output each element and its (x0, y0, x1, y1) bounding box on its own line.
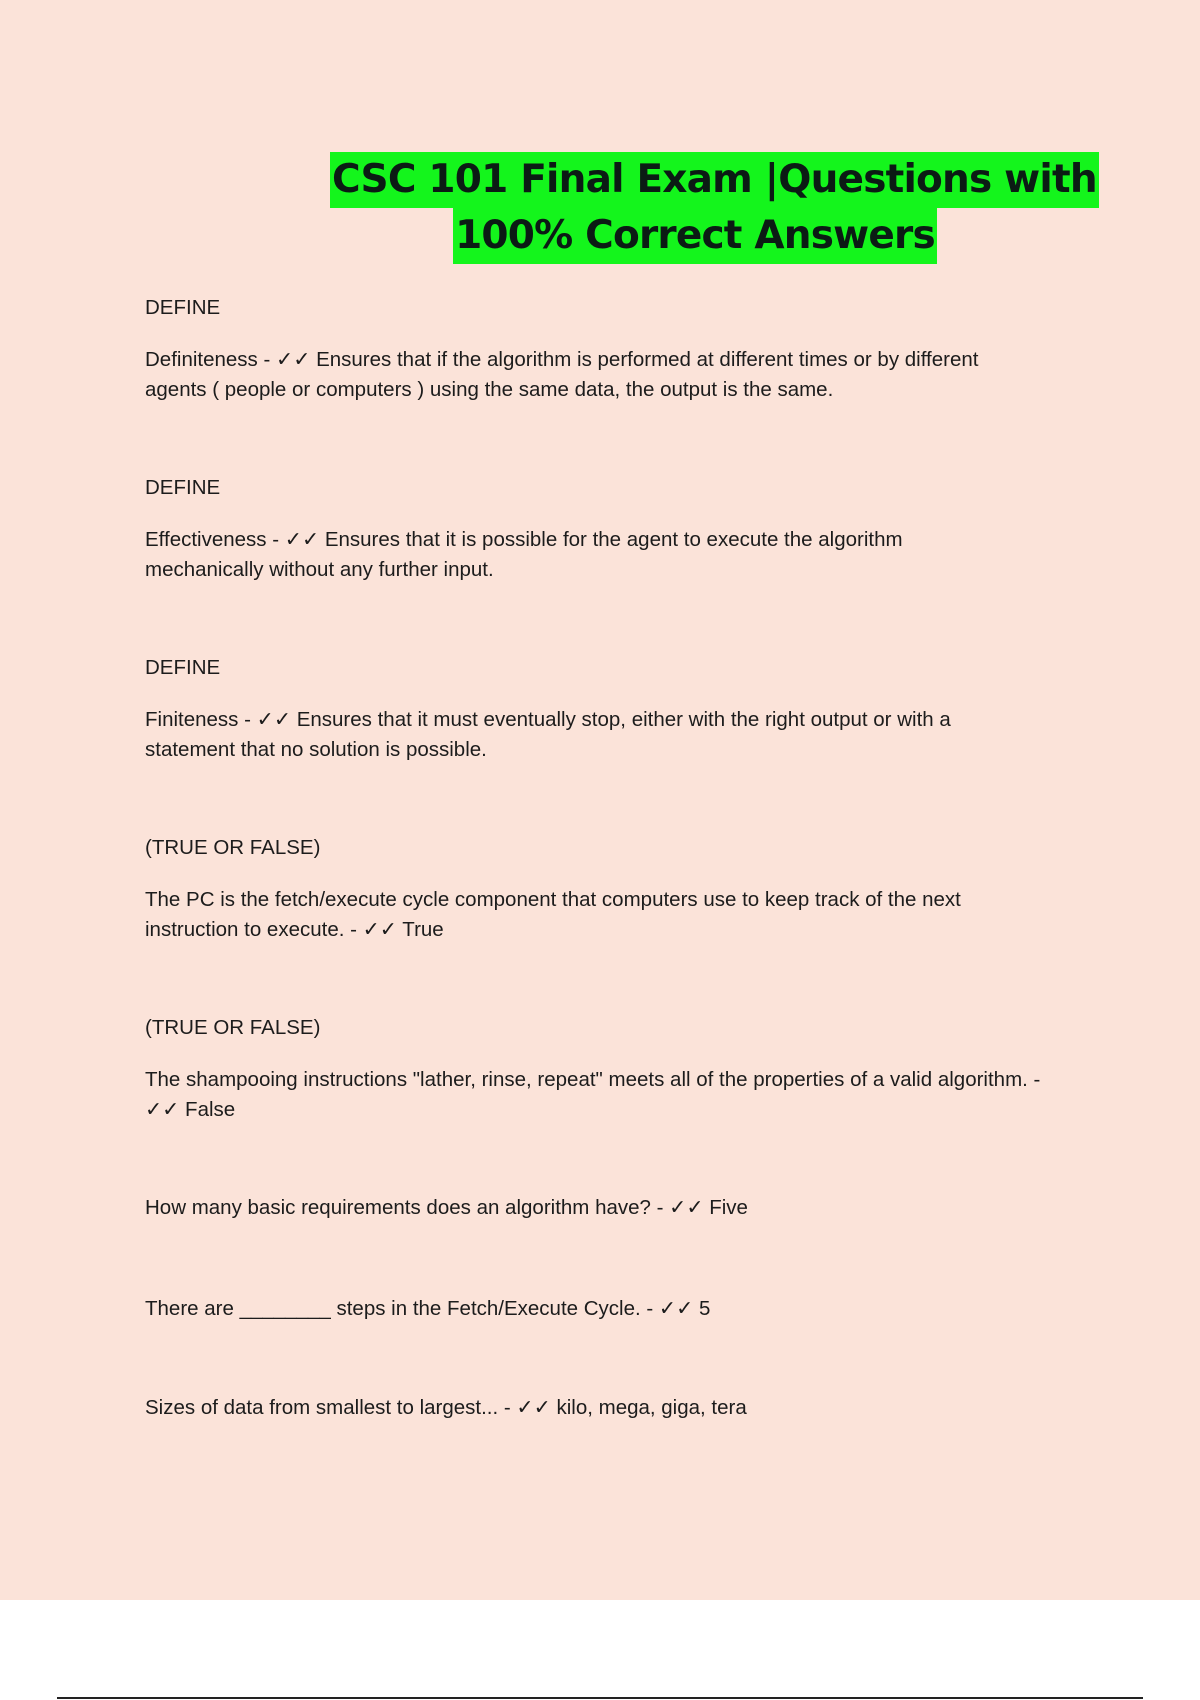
title-line-2: 100% Correct Answers (453, 208, 937, 264)
document-title (330, 152, 1097, 264)
item-text-requirements: How many basic requirements does an algorithm have? - ✓✓ Five (145, 1196, 748, 1219)
item-label-definiteness: DEFINE (145, 296, 221, 319)
item-text-data-sizes: Sizes of data from smallest to largest... - ✓✓ kilo, mega, giga, tera (145, 1396, 747, 1419)
item-text-pc: The PC is the fetch/execute cycle component that computers use to keep track of the next instruction to execute. - ✓✓ True (145, 888, 961, 941)
item-label-true-false-pc: (TRUE OR FALSE) (145, 836, 321, 859)
item-text-fetch-steps: There are ________ steps in the Fetch/Execute Cycle. - ✓✓ 5 (145, 1297, 711, 1320)
footer-rule (57, 1697, 1143, 1699)
item-label-finiteness: DEFINE (145, 656, 221, 679)
item-text-definiteness: Definiteness - ✓✓ Ensures that if the algorithm is performed at different times or by different agents ( people or computers ) using the same data, the output is the same. (145, 348, 979, 401)
item-label-true-false-shampoo: (TRUE OR FALSE) (145, 1016, 321, 1039)
item-text-shampoo: The shampooing instructions "lather, rinse, repeat" meets all of the properties of a valid algorithm. - ✓✓ False (145, 1068, 1041, 1121)
item-label-effectiveness: DEFINE (145, 476, 221, 499)
item-text-finiteness: Finiteness - ✓✓ Ensures that it must eventually stop, either with the right output or with a statement that no solution is possible. (145, 708, 951, 761)
title-line-1: CSC 101 Final Exam |Questions with (330, 152, 1099, 208)
item-text-effectiveness: Effectiveness - ✓✓ Ensures that it is possible for the agent to execute the algorithm mechanically without any further input. (145, 528, 903, 581)
